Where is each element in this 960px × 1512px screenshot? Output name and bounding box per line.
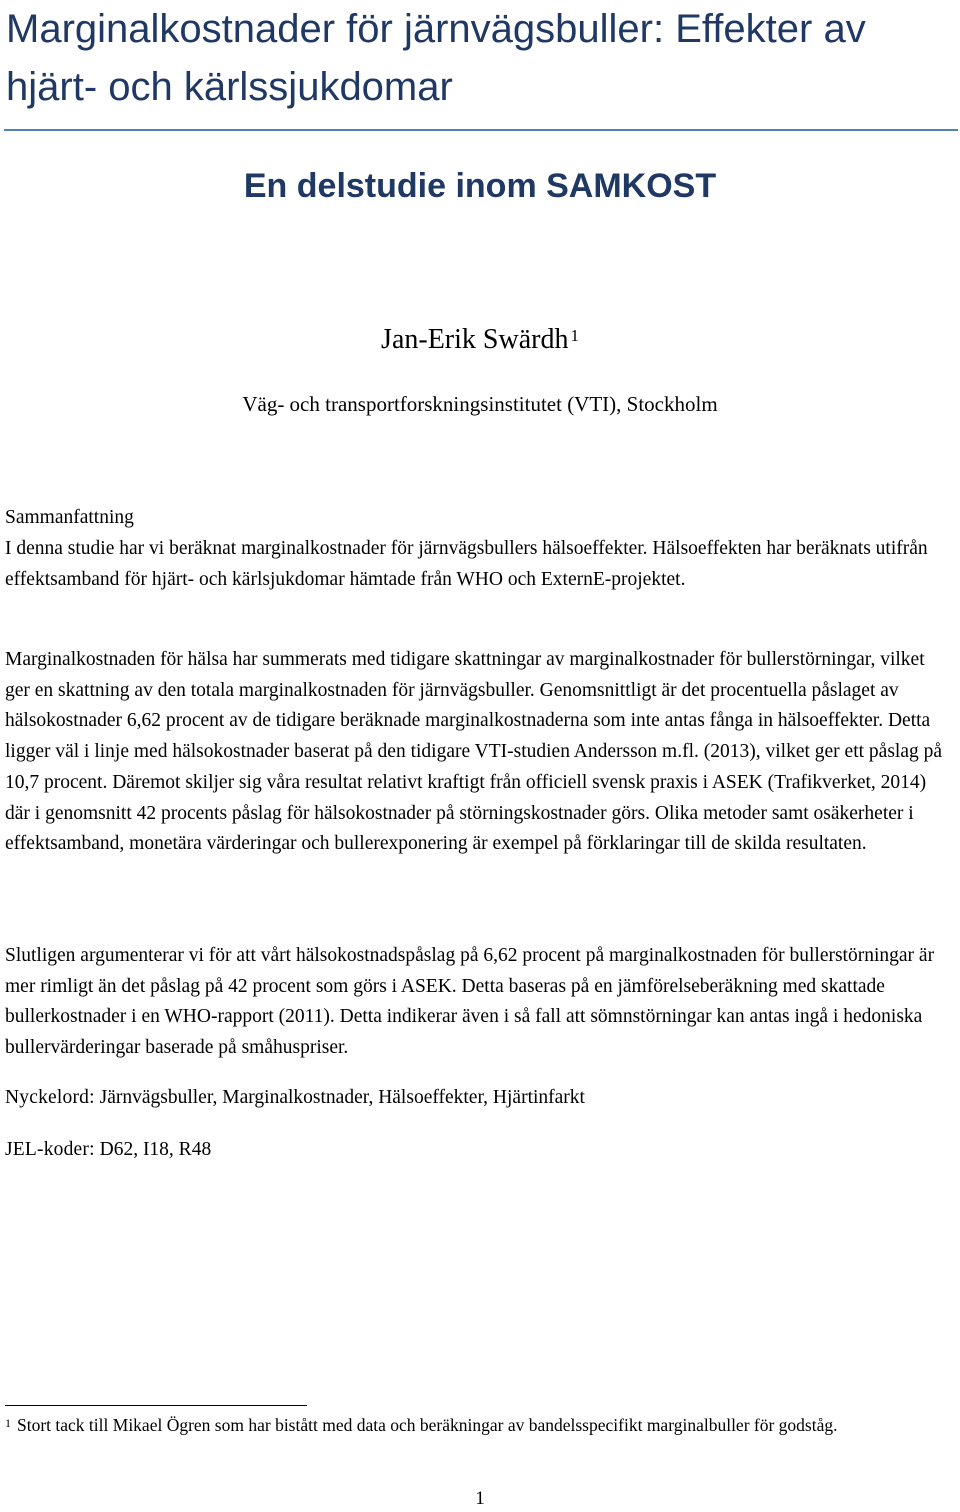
keywords-label: Nyckelord:	[5, 1087, 95, 1108]
jel-codes-value: D62, I18, R48	[99, 1139, 212, 1160]
footnote-separator	[5, 1405, 307, 1406]
footnote-text: Stort tack till Mikael Ögren som har bistått med data och beräkningar av bandelsspecifikt marginalbuller för godståg.	[17, 1415, 838, 1435]
title-underline-rule	[4, 129, 958, 131]
summary-paragraph-2: Marginalkostnaden för hälsa har summerats med tidigare skattningar av marginalkostnader för bullerstörningar, vilket ger en skattning av den totala marginalkostnaden för järnvägsbuller. Genomsnittligt är det procentuella påslaget av hälsokostnader 6,62 procent av de tidigare beräknade marginalkostnaderna som inte antas fånga in hälsoeffekter. Detta ligger väl i linje med hälsokostnader baserat på den tidigare VTI-studien Andersson m.fl. (2013), vilket ger ett påslag på 10,7 procent. Däremot skiljer sig våra resultat relativt kraftigt från officiell svensk praxis i ASEK (Trafikverket, 2014) där i genomsnitt 42 procents påslag för hälsokostnader på störningskostnader görs. Olika metoder samt osäkerheter i effektsamband, monetära värderingar och bullerexponering är exempel på förklaringar till de skilda resultaten.	[5, 649, 943, 855]
summary-paragraph-3: Slutligen argumenterar vi för att vårt hälsokostnadspåslag på 6,62 procent på marginalkostnaden för bullerstörningar är mer rimligt än det påslag på 42 procent som görs i ASEK. Detta baseras på en jämförelseberäkning med skattade bullerkostnader i en WHO-rapport (2011). Detta indikerar även i så fall att sömnstörningar kan antas ingå i hedoniska bullervärderingar baserade på småhuspriser.	[5, 945, 935, 1059]
document-title: Marginalkostnader för järnvägsbuller: Effekter av hjärt- och kärlssjukdomar	[6, 7, 866, 109]
author-affiliation: Väg- och transportforskningsinstitutet (VTI), Stockholm	[242, 392, 718, 416]
page-number: 1	[475, 1488, 485, 1509]
keywords-value: Järnvägsbuller, Marginalkostnader, Hälsoeffekter, Hjärtinfarkt	[99, 1087, 585, 1108]
footnote-mark: 1	[5, 1416, 11, 1430]
author-line	[0, 320, 960, 360]
keywords-line	[5, 1083, 953, 1114]
summary-paragraph-1: I denna studie har vi beräknat marginalkostnader för järnvägsbullers hälsoeffekter. Hälsoeffekten har beräknats utifrån effektsamband för hjärt- och kärlsjukdomar hämtade från WHO och ExternE-projektet.	[5, 538, 928, 590]
summary-heading: Sammanfattning	[5, 507, 134, 528]
document-subtitle: En delstudie inom SAMKOST	[243, 167, 717, 205]
author-footnote-mark: 1	[570, 326, 579, 345]
jel-codes-line	[5, 1135, 953, 1166]
jel-codes-label: JEL-koder:	[5, 1139, 95, 1160]
footnote	[5, 1412, 945, 1438]
author-name: Jan-Erik Swärdh	[381, 324, 569, 355]
